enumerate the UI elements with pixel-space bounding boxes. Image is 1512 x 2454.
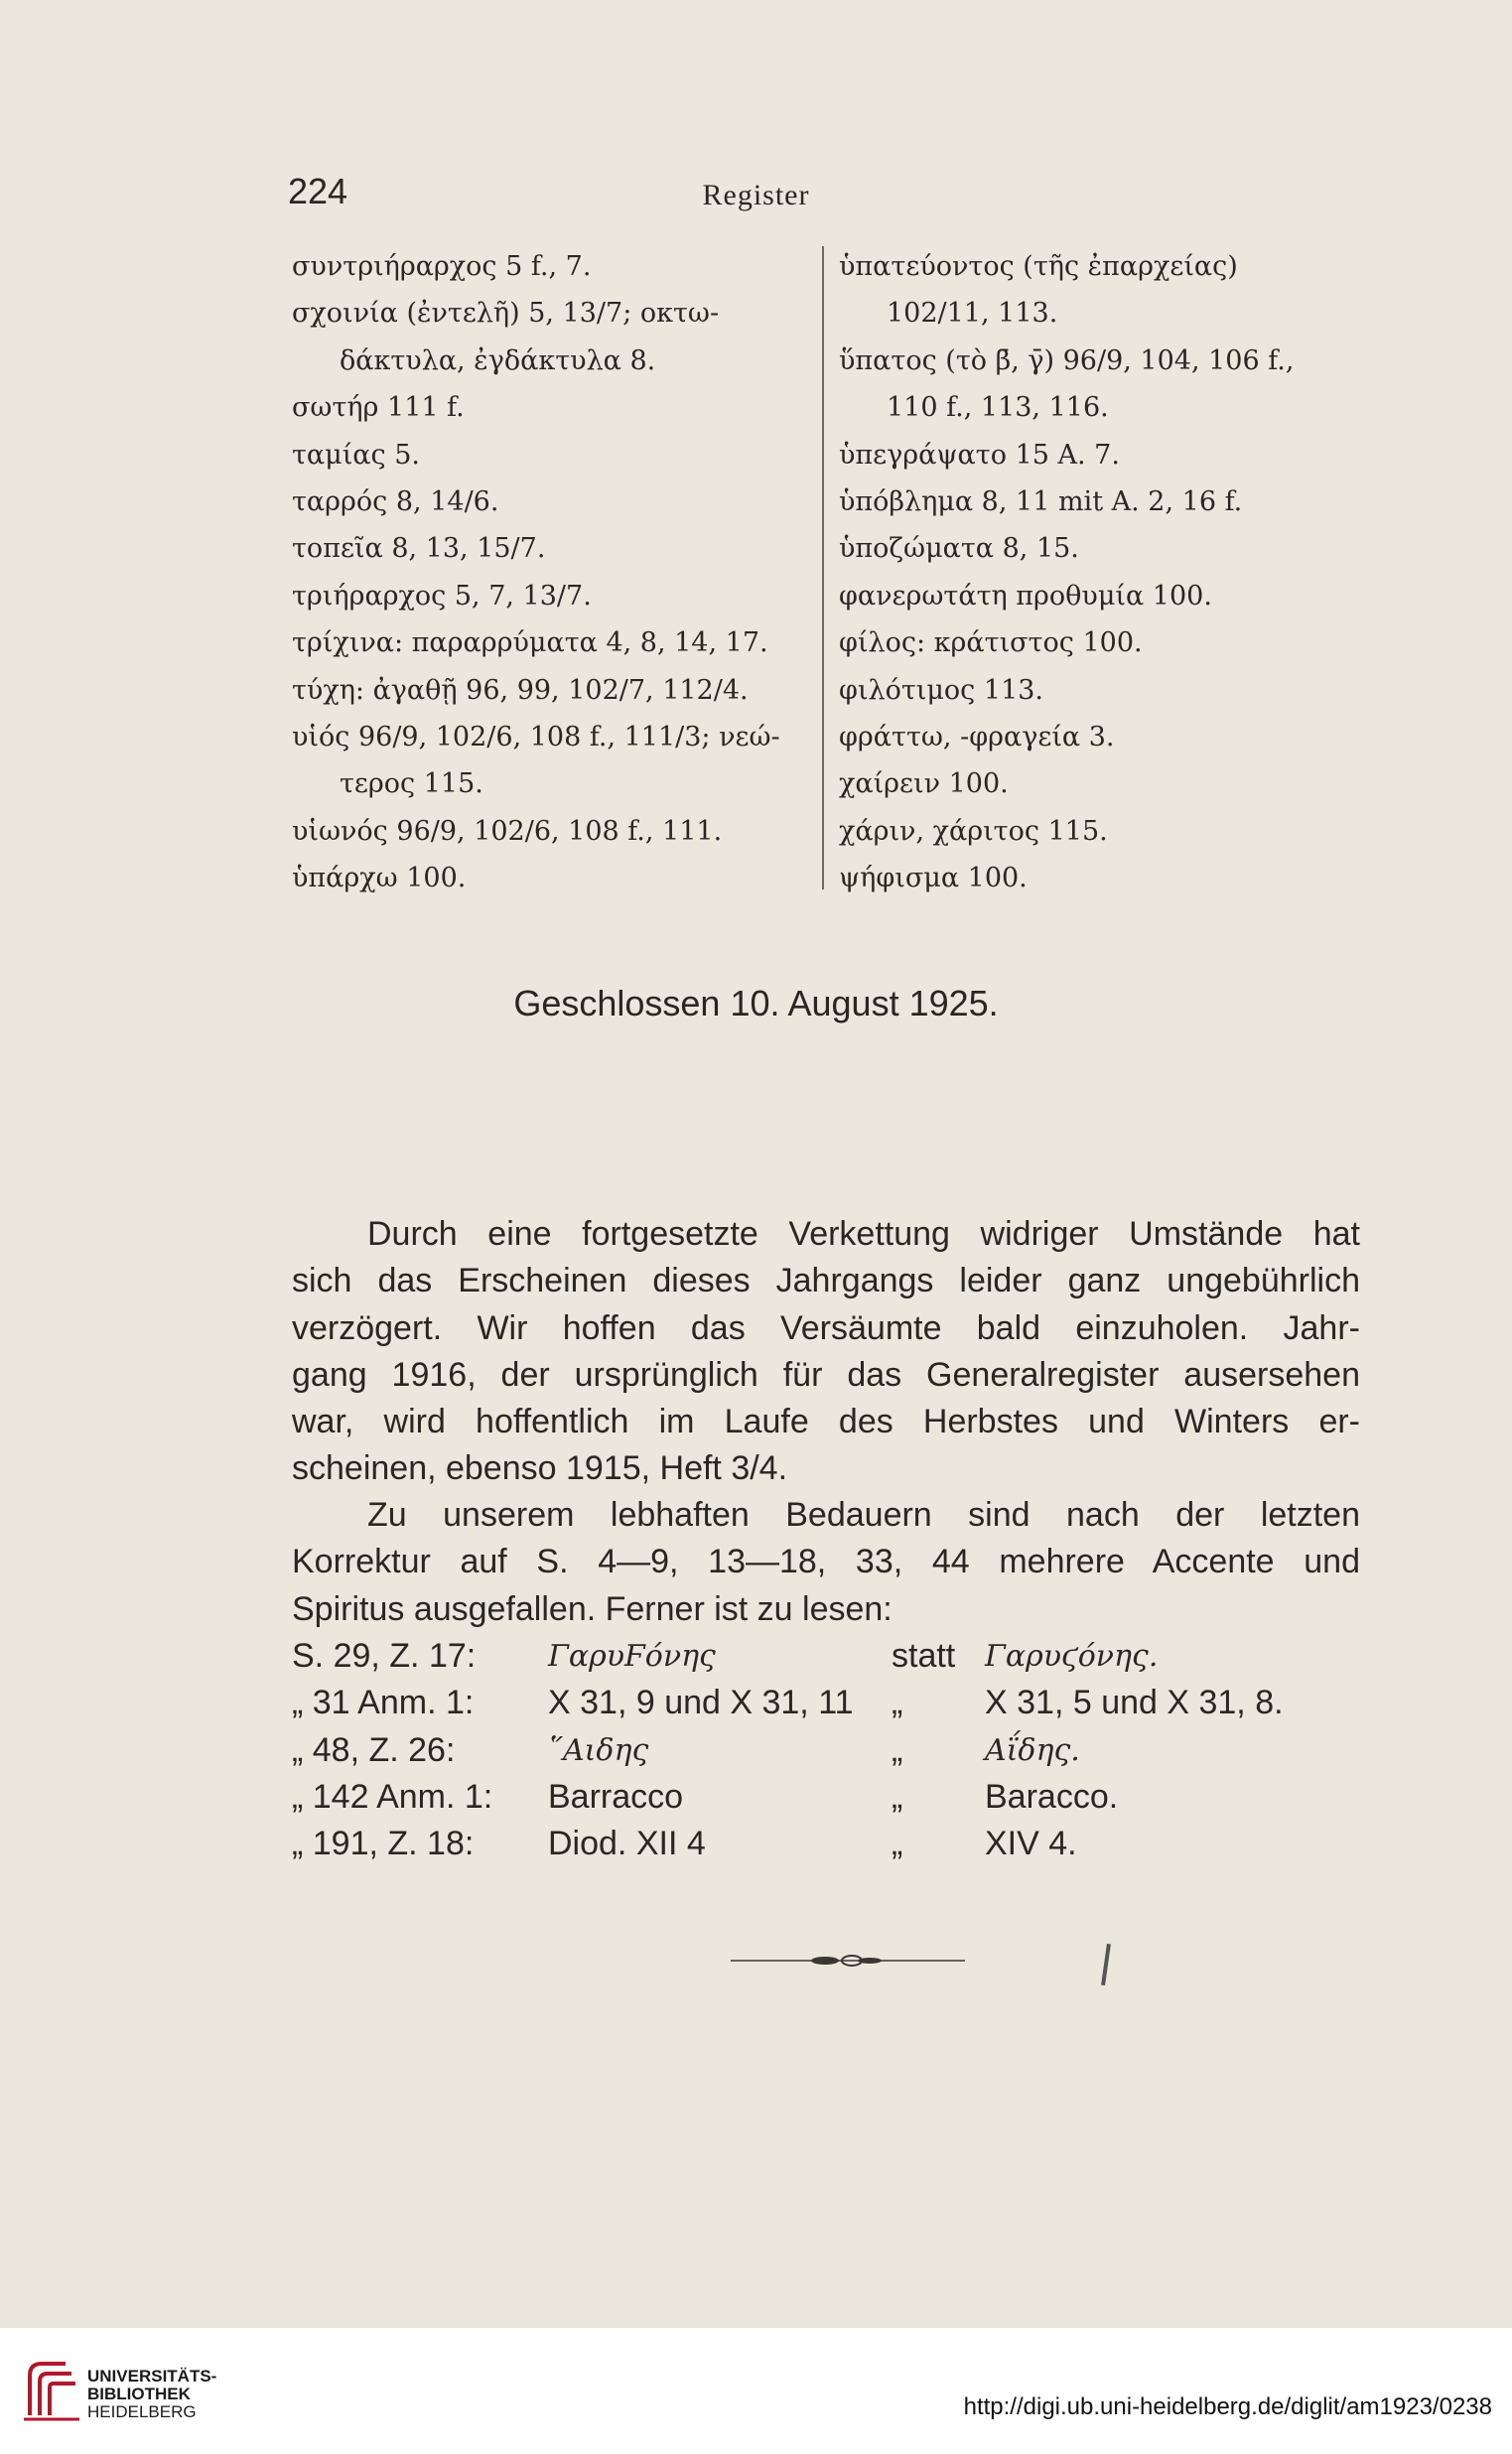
errata-statt: „ <box>892 1825 903 1863</box>
index-entry: χαίρειν 100. <box>839 768 1009 800</box>
index-entry: ταρρός 8, 14/6. <box>292 485 499 517</box>
errata-right: XIV 4. <box>985 1825 1077 1863</box>
index-entry: δάκτυλα, ἐγδάκτυλα 8. <box>340 344 656 376</box>
index-entry: τρίχινα: παραρρύματα 4, 8, 14, 17. <box>292 627 768 659</box>
index-column-left <box>292 243 780 901</box>
notice-paragraph-2 <box>292 1492 1360 1633</box>
index-entry: φανερωτάτη προθυμία 100. <box>839 580 1212 612</box>
index-entry: χάριν, χάριτος 115. <box>839 815 1108 847</box>
column-divider <box>822 246 824 889</box>
index-entry: τύχη: ἀγαθῇ 96, 99, 102/7, 112/4. <box>292 674 749 706</box>
errata-right: Baracco. <box>985 1777 1119 1816</box>
errata-ref: „ 48, Z. 26: <box>292 1730 456 1769</box>
errata-row <box>292 1774 1364 1821</box>
errata-ref: S. 29, Z. 17: <box>292 1637 477 1675</box>
library-name-line1: UNIVERSITÄTS- <box>87 2367 217 2386</box>
index-entry: φιλότιμος 113. <box>839 674 1044 706</box>
errata-ref: „ 142 Anm. 1: <box>292 1777 493 1816</box>
index-entry: ὕπατος (τὸ β̄, γ̄) 96/9, 104, 106 f., <box>839 344 1295 376</box>
paragraph-line: gang 1916, der ursprünglich für das Generalregister ausersehen <box>292 1355 1360 1394</box>
index-entry: ταμίας 5. <box>292 439 421 471</box>
index-entry: τριήραρχος 5, 7, 13/7. <box>292 580 592 612</box>
library-name-line3: HEIDELBERG <box>87 2402 197 2421</box>
errata-right: Αΐδης. <box>985 1732 1080 1768</box>
library-logo-icon <box>22 2356 81 2423</box>
errata-wrong: ΓαρυϜόνης <box>548 1639 716 1674</box>
closing-date-line: Geschlossen 10. August 1925. <box>513 983 999 1023</box>
errata-ref: „ 191, Z. 18: <box>292 1825 475 1863</box>
notice-paragraph-1 <box>292 1211 1360 1493</box>
index-entry: σχοινία (ἐντελῆ) 5, 13/7; οκτω- <box>292 298 720 330</box>
errata-statt: „ <box>892 1730 903 1769</box>
errata-right: X 31, 5 und X 31, 8. <box>985 1684 1284 1722</box>
source-url-link[interactable]: http://digi.ub.uni-heidelberg.de/diglit/am1923/0238 <box>963 2393 1492 2420</box>
paragraph-line: Zu unserem lebhaften Bedauern sind nach der letzten <box>367 1496 1360 1534</box>
errata-table <box>292 1633 1364 1867</box>
index-entry: φίλος: κράτιστος 100. <box>839 627 1143 659</box>
index-entry: φράττω, -φραγεία 3. <box>839 721 1115 752</box>
index-entry: ψήφισμα 100. <box>839 863 1028 894</box>
index-entry: ὑπεγράψατο 15 A. 7. <box>839 439 1120 471</box>
index-entry: σωτήρ 111 f. <box>292 392 465 424</box>
errata-row <box>292 1680 1364 1726</box>
errata-wrong: X 31, 9 und X 31, 11 <box>548 1684 854 1722</box>
index-entry: 110 f., 113, 116. <box>887 392 1109 424</box>
paragraph-line: Korrektur auf S. 4—9, 13—18, 33, 44 mehrere Accente und <box>292 1543 1360 1581</box>
errata-right: Γαρυϛόνης. <box>985 1639 1159 1674</box>
index-entry: 102/11, 113. <box>887 298 1058 330</box>
index-entry: συντριήραρχος 5 f., 7. <box>292 251 592 282</box>
ink-mark <box>1101 1944 1111 1985</box>
index-entry: υἱωνός 96/9, 102/6, 108 f., 111. <box>292 815 723 847</box>
errata-row <box>292 1633 1364 1680</box>
errata-statt: „ <box>892 1777 903 1816</box>
errata-row <box>292 1727 1364 1774</box>
paragraph-line: Spiritus ausgefallen. Ferner ist zu lesen: <box>292 1589 893 1628</box>
errata-statt: „ <box>892 1684 903 1722</box>
errata-ref: „ 31 Anm. 1: <box>292 1684 475 1722</box>
index-column-right <box>839 243 1294 901</box>
index-entry: ὑποζώματα 8, 15. <box>839 533 1079 565</box>
errata-row <box>292 1821 1364 1867</box>
index-entry: ὑπατεύοντος (τῆς ἐπαρχείας) <box>839 251 1238 282</box>
paragraph-line: scheinen, ebenso 1915, Heft 3/4. <box>292 1449 788 1488</box>
index-entry: ὑπάρχω 100. <box>292 863 467 894</box>
library-name-line2: BIBLIOTHEK <box>87 2385 191 2403</box>
page-number: 224 <box>288 171 348 211</box>
ornament-divider-icon <box>731 1951 965 1971</box>
errata-wrong: ῞Αιδης <box>548 1732 649 1768</box>
library-name <box>87 2368 216 2421</box>
paragraph-line: sich das Erscheinen dieses Jahrgangs leider ganz ungebührlich <box>292 1262 1360 1300</box>
running-head: Register <box>702 179 810 211</box>
errata-wrong: Diod. XII 4 <box>548 1825 706 1863</box>
index-entry: υἱός 96/9, 102/6, 108 f., 111/3; νεώ- <box>292 721 780 752</box>
paragraph-line: war, wird hoffentlich im Laufe des Herbstes und Winters er- <box>292 1403 1360 1441</box>
errata-wrong: Barracco <box>548 1777 684 1816</box>
paragraph-line: verzögert. Wir hoffen das Versäumte bald einzuholen. Jahr- <box>292 1308 1360 1347</box>
errata-statt: statt <box>892 1637 956 1675</box>
index-entry: ὑπόβλημα 8, 11 mit A. 2, 16 f. <box>839 485 1243 517</box>
footer-bar <box>0 2328 1512 2454</box>
index-entry: τοπεῖα 8, 13, 15/7. <box>292 533 546 565</box>
index-entry: τερος 115. <box>340 768 483 800</box>
paragraph-line: Durch eine fortgesetzte Verkettung widriger Umstände hat <box>367 1215 1360 1253</box>
